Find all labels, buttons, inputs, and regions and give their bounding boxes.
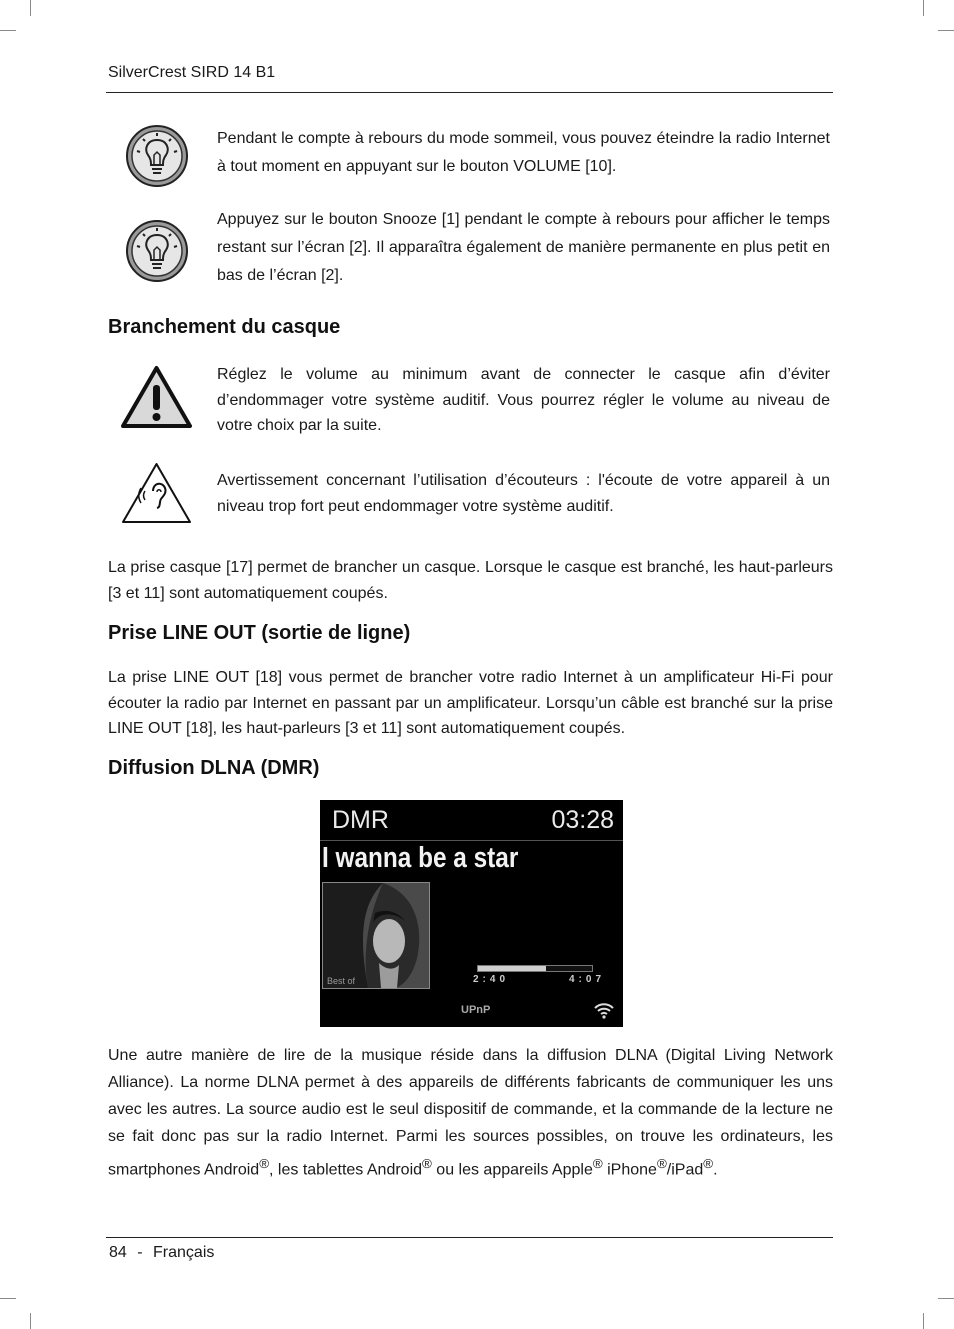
crop-mark: [938, 1298, 954, 1299]
header-rule: [106, 92, 833, 93]
display-clock: 03:28: [551, 806, 614, 834]
section-title-headphones: Branchement du casque: [108, 316, 341, 338]
crop-mark: [0, 1298, 16, 1299]
hearing-warning-text: Avertissement concernant l’utilisation d’écouteurs : l'écoute de votre appareil à un niveau trop fort peut endommager votre système auditif.: [217, 472, 830, 515]
lightbulb-icon: [125, 124, 189, 188]
dlna-body-part: /iPad: [666, 1161, 704, 1179]
warning-icon: [120, 365, 193, 429]
footer-rule: [106, 1237, 833, 1238]
playback-progress-bar: [477, 965, 593, 972]
crop-mark: [30, 0, 31, 16]
hearing-warning-icon: [120, 461, 193, 525]
page-number: 84: [109, 1244, 127, 1261]
crop-mark: [923, 1313, 924, 1329]
dlna-body-part: ou les appareils Apple: [431, 1161, 593, 1179]
playback-progress-fill: [478, 966, 546, 971]
dlna-body-part: iPhone: [602, 1161, 657, 1179]
headphones-body: La prise casque [17] permet de brancher un casque. Lorsque le casque est branché, les haut-parleurs [3 et 11] sont automatiquement coupés.: [108, 559, 833, 602]
crop-mark: [0, 30, 16, 31]
footer-language: Français: [153, 1244, 215, 1261]
dlna-body: [108, 1042, 833, 1183]
elapsed-time: 2:40: [473, 974, 510, 985]
display-song-title: I wanna be a star: [322, 842, 519, 874]
registered-mark: ®: [422, 1156, 432, 1171]
crop-mark: [923, 0, 924, 16]
tip-text: Pendant le compte à rebours du mode sommeil, vous pouvez éteindre la radio Internet à tout moment en appuyant sur le bouton VOLUME [10].: [217, 130, 830, 175]
registered-mark: ®: [703, 1156, 714, 1171]
total-time: 4:07: [569, 974, 606, 985]
registered-mark: ®: [656, 1156, 667, 1171]
crop-mark: [30, 1313, 31, 1329]
footer: [109, 1244, 214, 1262]
album-cover-art: [323, 883, 429, 988]
section-title-dlna: Diffusion DLNA (DMR): [108, 757, 320, 779]
volume-warning-text: Réglez le volume au minimum avant de connecter le casque afin d’éviter d’endommager votre système auditif. Vous pourrez régler le volume au niveau de votre choix par la suite.: [217, 366, 830, 434]
footer-separator: -: [137, 1244, 143, 1261]
album-cover: [322, 882, 430, 989]
dlna-body-part: Une autre manière de lire de la musique réside dans la diffusion DLNA (Digital Living Network Alliance). La norme DLNA permet à des appareils de différents fabricants de communiquer les uns avec les autres. La source audio est le seul dispositif de commande, et la commande de la lecture ne se fait donc pas sur la radio Internet. Parmi les sources possibles, on trouve les ordinateurs, les smartphones Android: [108, 1047, 833, 1179]
lightbulb-icon: [125, 219, 189, 283]
album-cover-label: Best of: [327, 976, 356, 986]
lineout-body: La prise LINE OUT [18] vous permet de brancher votre radio Internet à un amplificateur Hi-Fi pour écouter la radio par Internet en passant par un amplificateur. Lorsqu’un câble est branché sur la prise LINE OUT [18], les haut-parleurs [3 et 11] sont automatiquement coupés.: [108, 669, 833, 737]
dlna-body-part: .: [713, 1161, 718, 1179]
section-title-lineout: Prise LINE OUT (sortie de ligne): [108, 622, 411, 644]
registered-mark: ®: [592, 1156, 603, 1171]
document-header-title: SilverCrest SIRD 14 B1: [108, 64, 276, 81]
crop-mark: [938, 30, 954, 31]
dlna-body-part: , les tablettes Android: [269, 1161, 423, 1179]
display-mode: DMR: [332, 806, 389, 834]
wifi-icon: [593, 1000, 615, 1020]
registered-mark: ®: [259, 1156, 270, 1171]
display-divider: [320, 840, 623, 841]
radio-display-screenshot: [320, 800, 623, 1027]
upnp-logo: UPnP: [461, 1004, 491, 1016]
tip-text: Appuyez sur le bouton Snooze [1] pendant le compte à rebours pour afficher le temps restant sur l’écran [2]. Il apparaîtra également de manière permanente en plus petit en bas de l’écran [2].: [217, 211, 830, 284]
